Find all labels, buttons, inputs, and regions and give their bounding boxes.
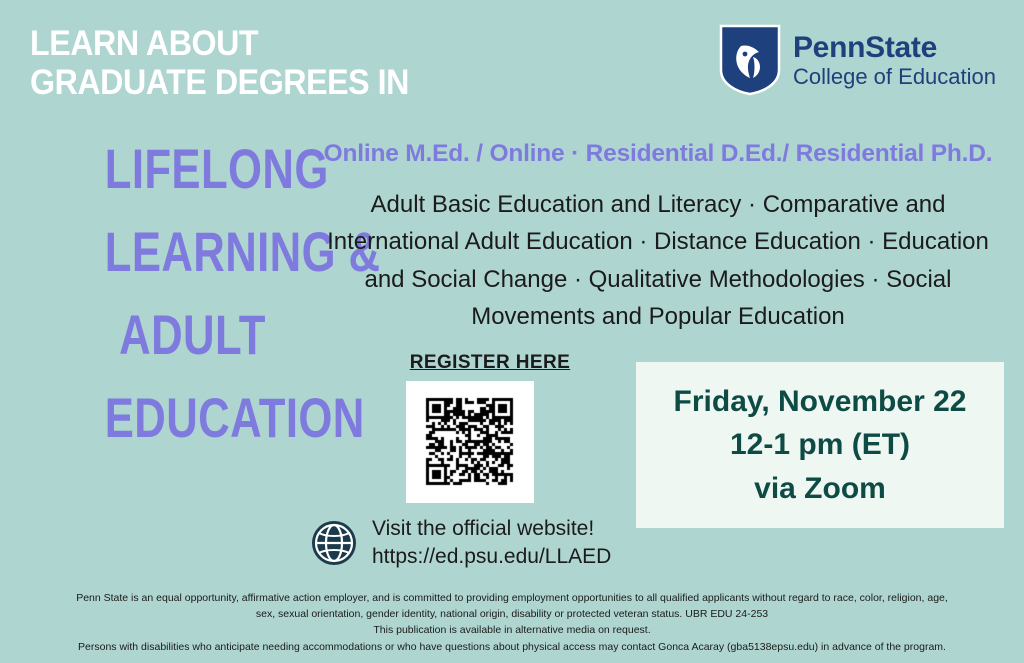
penn-state-wordmark: [793, 32, 996, 89]
logo-name: PennState: [792, 30, 937, 64]
event-details-card: [636, 362, 1004, 528]
page-title: [30, 24, 508, 102]
program-title: [104, 128, 381, 460]
concentrations-list: Adult Basic Education and Literacy · Comparative and International Adult Education · Distance Education · Education and Social Change · Qualitative Methodologies · Social Movements and Popular Education: [327, 191, 989, 331]
program-title-line-1: LIFELONG: [104, 137, 329, 200]
globe-icon: [310, 519, 358, 567]
logo-unit: College of Education: [792, 64, 996, 90]
website-url[interactable]: https://ed.psu.edu/LLAED: [372, 545, 612, 569]
qr-code-icon[interactable]: [406, 381, 534, 503]
headline-line-1: LEARN ABOUT: [30, 24, 259, 63]
legal-footer: [0, 590, 1024, 655]
website-info[interactable]: [310, 515, 611, 572]
footer-line-4: Persons with disabilities who anticipate needing accommodations or who have questions about physical access may contact Gonca Acaray (gba5138epsu.edu) in advance of the program.: [78, 640, 946, 653]
penn-state-logo: [719, 24, 996, 96]
footer-line-1: Penn State is an equal opportunity, affirmative action employer, and is committed to providing employment opportunities to all qualified applicants without regard to race, color, religion, age,: [76, 591, 948, 604]
event-platform: via Zoom: [754, 471, 886, 505]
website-prompt: Visit the official website!: [372, 517, 595, 540]
degrees-list: Online M.Ed. / Online · Residential D.Ed./ Residential Ph.D.: [323, 140, 993, 167]
headline-line-2: GRADUATE DEGREES IN: [30, 63, 409, 103]
event-date: Friday, November 22: [673, 384, 967, 418]
website-text: [372, 515, 611, 572]
footer-line-3: This publication is available in alternative media on request.: [373, 624, 651, 637]
program-title-line-3: ADULT: [119, 302, 266, 366]
event-time: 12-1 pm (ET): [729, 428, 911, 462]
footer-line-2: sex, sexual orientation, gender identity, national origin, disability or protected veteran status. UBR EDU 24-253: [255, 608, 769, 621]
penn-state-shield-lion-icon: [719, 24, 781, 96]
program-title-line-2: LEARNING &: [104, 219, 381, 283]
program-title-line-4: EDUCATION: [104, 385, 365, 449]
register-here-link[interactable]: REGISTER HERE: [409, 352, 571, 373]
